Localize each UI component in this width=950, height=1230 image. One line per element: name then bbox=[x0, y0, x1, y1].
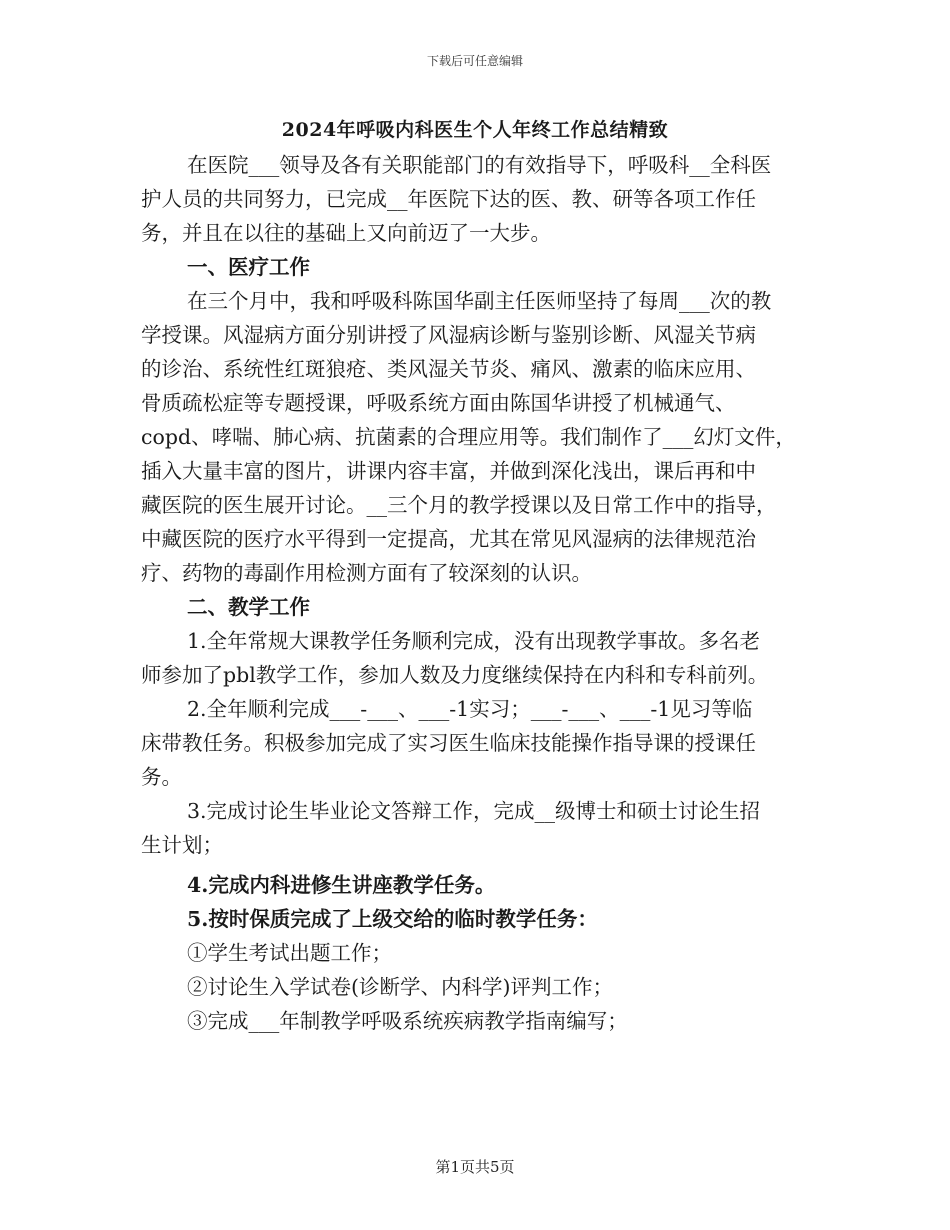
page-footer: 第1页共5页 bbox=[435, 1158, 515, 1176]
list-item-bold: 5.按时保质完成了上级交给的临时教学任务： bbox=[187, 907, 598, 931]
paragraph-line: 3.完成讨论生毕业论文答辩工作，完成__级博士和硕士讨论生招 bbox=[187, 799, 761, 823]
paragraph-line: 在三个月中，我和呼吸科陈国华副主任医师坚持了每周___次的教 bbox=[187, 289, 772, 313]
paragraph-line: 师参加了pbl教学工作，参加人数及力度继续保持在内科和专科前列。 bbox=[141, 663, 769, 687]
paragraph-line: 学授课。风湿病方面分别讲授了风湿病诊断与鉴别诊断、风湿关节病 bbox=[141, 323, 756, 347]
list-item: ③完成___年制教学呼吸系统疾病教学指南编写； bbox=[187, 1009, 628, 1033]
paragraph-line: 在医院___领导及各有关职能部门的有效指导下，呼吸科__全科医 bbox=[187, 153, 772, 177]
page-header: 下载后可任意编辑 bbox=[426, 54, 523, 68]
paragraph-line: copd、哮喘、肺心病、抗菌素的合理应用等。我们制作了___幻灯文件， bbox=[141, 425, 796, 449]
paragraph-line: 插入大量丰富的图片，讲课内容丰富，并做到深化浅出，课后再和中 bbox=[141, 459, 756, 483]
paragraph-line: 中藏医院的医疗水平得到一定提高，尤其在常见风湿病的法律规范治 bbox=[141, 527, 756, 551]
section-heading: 二、教学工作 bbox=[187, 595, 310, 619]
list-item: ①学生考试出题工作； bbox=[187, 941, 392, 965]
paragraph-line: 护人员的共同努力，已完成__年医院下达的医、教、研等各项工作任 bbox=[141, 187, 756, 211]
paragraph-line: 务，并且在以往的基础上又向前迈了一大步。 bbox=[141, 221, 551, 245]
paragraph-line: 疗、药物的毒副作用检测方面有了较深刻的认识。 bbox=[141, 561, 592, 585]
paragraph-line: 的诊治、系统性红斑狼疮、类风湿关节炎、痛风、激素的临床应用、 bbox=[141, 357, 756, 381]
document-body bbox=[141, 148, 811, 1038]
section-heading: 一、医疗工作 bbox=[187, 255, 310, 279]
paragraph-line: 生计划； bbox=[141, 833, 223, 857]
list-item-bold: 4.完成内科进修生讲座教学任务。 bbox=[187, 873, 496, 897]
paragraph-line: 2.全年顺利完成___-___、___-1实习；___-___、___-1见习等临 bbox=[187, 697, 753, 721]
paragraph-line: 务。 bbox=[141, 765, 182, 789]
list-item: ②讨论生入学试卷(诊断学、内科学)评判工作； bbox=[187, 975, 613, 999]
document-title: 2024年呼吸内科医生个人年终工作总结精致 bbox=[281, 119, 669, 141]
paragraph-line: 藏医院的医生展开讨论。__三个月的教学授课以及日常工作中的指导， bbox=[141, 493, 777, 517]
paragraph-line: 床带教任务。积极参加完成了实习医生临床技能操作指导课的授课任 bbox=[141, 731, 756, 755]
paragraph-line: 1.全年常规大课教学任务顺利完成，没有出现教学事故。多名老 bbox=[187, 629, 761, 653]
paragraph-line: 骨质疏松症等专题授课，呼吸系统方面由陈国华讲授了机械通气、 bbox=[141, 391, 736, 415]
